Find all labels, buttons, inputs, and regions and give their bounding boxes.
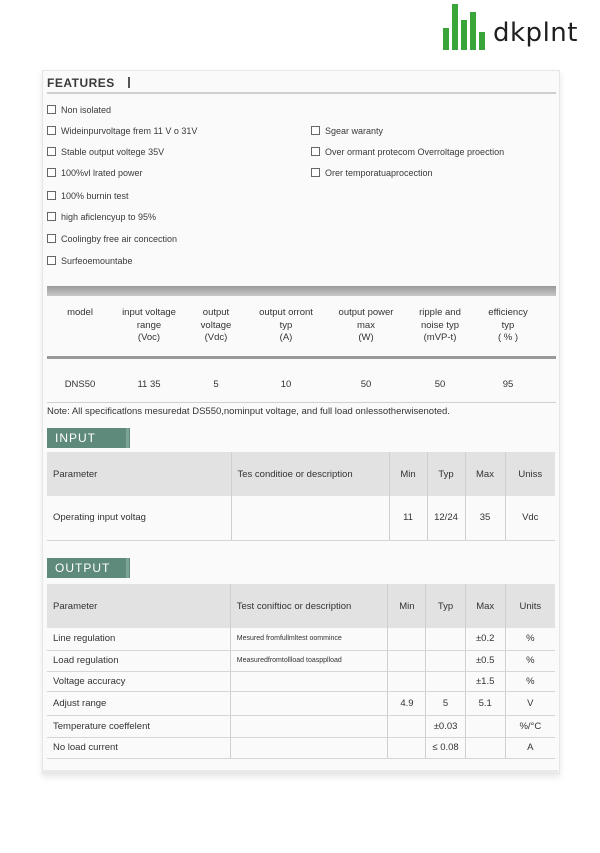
logo-bars-icon: [443, 4, 489, 50]
cell-units: %/°C: [505, 715, 555, 737]
model-table-top-band: [47, 286, 556, 296]
cell-parameter: Load regulation: [47, 650, 230, 671]
input-section-title: INPUT: [47, 428, 130, 448]
cell-max: [465, 715, 505, 737]
cell-max: ±0.2: [465, 628, 505, 650]
col-condition: Test coniftioc or description: [230, 584, 388, 628]
specification-note: Note: All specificatlons mesuredat DS550,nominput voltage, and full load onlessotherwisenoted.: [47, 406, 450, 417]
header-efficiency: efficiency typ ( % ): [488, 307, 528, 343]
header-output-voltage: output voltage (Vdc): [200, 307, 232, 343]
checkbox-icon: [47, 126, 56, 135]
checkbox-icon: [47, 168, 56, 177]
output-table-header: [47, 584, 555, 628]
table-row: [47, 715, 555, 737]
cell-parameter: Operating input voltag: [47, 496, 231, 540]
cell-max: ±1.5: [465, 671, 505, 691]
model-table-divider: [47, 356, 556, 359]
cell-efficiency: 95: [502, 379, 514, 390]
cell-ripple-noise: 50: [434, 379, 446, 390]
feature-item: Sgear waranty: [311, 126, 383, 136]
checkbox-icon: [311, 168, 320, 177]
feature-item: Over ormant protecom Overroltage proection: [311, 147, 504, 157]
feature-item: Coolingby free air concection: [47, 234, 177, 244]
cell-units: %: [505, 628, 555, 650]
table-row: [47, 628, 555, 650]
cell-typ: [426, 628, 465, 650]
cell-output-current: 10: [280, 379, 292, 390]
model-table-bottom-rule: [47, 402, 556, 403]
col-units: Units: [505, 584, 555, 628]
cell-max: 5.1: [465, 691, 505, 715]
features-title: FEATURES: [47, 76, 115, 90]
feature-item: high aficlencyup to 95%: [47, 212, 156, 222]
feature-item: 100% burnin test: [47, 191, 129, 201]
table-row: [47, 671, 555, 691]
table-row: [47, 650, 555, 671]
cell-units: V: [505, 691, 555, 715]
cell-units: %: [505, 671, 555, 691]
cell-max: ±0.5: [465, 650, 505, 671]
cell-parameter: No load current: [47, 737, 230, 758]
output-section-title: OUTPUT: [47, 558, 130, 578]
cell-min: [388, 671, 426, 691]
col-min: Min: [389, 452, 427, 496]
cell-typ: 5: [426, 691, 465, 715]
checkbox-icon: [47, 234, 56, 243]
cell-condition: [230, 671, 388, 691]
output-spec-table: [47, 584, 555, 759]
col-min: Min: [388, 584, 426, 628]
section-tab-stripe: [126, 558, 129, 578]
col-max: Max: [465, 584, 505, 628]
feature-item: Surfeoemountabe: [47, 256, 133, 266]
cell-typ: [426, 671, 465, 691]
cell-max: 35: [465, 496, 505, 540]
features-divider: [47, 92, 556, 94]
brand-logo: [443, 4, 593, 50]
cell-typ: [426, 650, 465, 671]
cell-min: 4.9: [388, 691, 426, 715]
col-typ: Typ: [427, 452, 465, 496]
checkbox-icon: [47, 256, 56, 265]
logo-wordmark: dkplnt: [493, 18, 578, 48]
cell-condition: [230, 737, 388, 758]
cell-units: A: [505, 737, 555, 758]
table-row: [47, 691, 555, 715]
page-edge: [42, 770, 558, 774]
col-parameter: Parameter: [47, 584, 230, 628]
checkbox-icon: [47, 212, 56, 221]
cell-parameter: Line regulation: [47, 628, 230, 650]
cell-units: Vdc: [505, 496, 555, 540]
cell-output-power: 50: [360, 379, 372, 390]
cell-max: [465, 737, 505, 758]
cell-min: [388, 650, 426, 671]
cell-input-voltage: 11 35: [137, 379, 161, 390]
cell-min: [388, 628, 426, 650]
cell-condition: [231, 496, 389, 540]
cell-min: 11: [389, 496, 427, 540]
input-table-header: [47, 452, 555, 496]
col-max: Max: [465, 452, 505, 496]
header-input-voltage: input voltage range (Voc): [122, 307, 176, 343]
cell-model: DNS50: [64, 379, 96, 390]
input-spec-table: [47, 452, 555, 541]
checkbox-icon: [47, 191, 56, 200]
checkbox-icon: [47, 147, 56, 156]
feature-item: Orer temporatuaprocection: [311, 168, 433, 178]
checkbox-icon: [311, 147, 320, 156]
cell-condition: Measuredfromtollload toaspplload: [230, 650, 388, 671]
cell-condition: [230, 691, 388, 715]
cell-min: [388, 715, 426, 737]
cell-output-voltage: 5: [213, 379, 219, 390]
col-units: Uniss: [505, 452, 555, 496]
checkbox-icon: [47, 105, 56, 114]
cell-units: %: [505, 650, 555, 671]
cell-parameter: Voltage accuracy: [47, 671, 230, 691]
table-row: [47, 737, 555, 758]
cell-parameter: Adjust range: [47, 691, 230, 715]
feature-item: 100%vl lrated power: [47, 168, 143, 178]
cell-min: [388, 737, 426, 758]
cell-condition: [230, 715, 388, 737]
cell-typ: 12/24: [427, 496, 465, 540]
header-model: model: [67, 307, 93, 318]
header-ripple-noise: ripple and noise typ (mVP-t): [419, 307, 461, 343]
col-parameter: Parameter: [47, 452, 231, 496]
cell-typ: ≤ 0.08: [426, 737, 465, 758]
feature-item: Stable output voltege 35V: [47, 147, 164, 157]
header-output-power: output power max (W): [338, 307, 394, 343]
title-marker: [128, 77, 130, 88]
col-typ: Typ: [426, 584, 465, 628]
cell-typ: ±0.03: [426, 715, 465, 737]
feature-item: Wideinpurvoltage frem 11 V o 31V: [47, 126, 197, 136]
cell-condition: Mesured fromfullmltest oommince: [230, 628, 388, 650]
table-row: [47, 496, 555, 540]
col-condition: Tes conditioe or description: [231, 452, 389, 496]
section-tab-stripe: [126, 428, 129, 448]
header-output-current: output orront typ (A): [259, 307, 313, 343]
cell-parameter: Temperature coeffelent: [47, 715, 230, 737]
checkbox-icon: [311, 126, 320, 135]
feature-item: Non isolated: [47, 105, 111, 115]
